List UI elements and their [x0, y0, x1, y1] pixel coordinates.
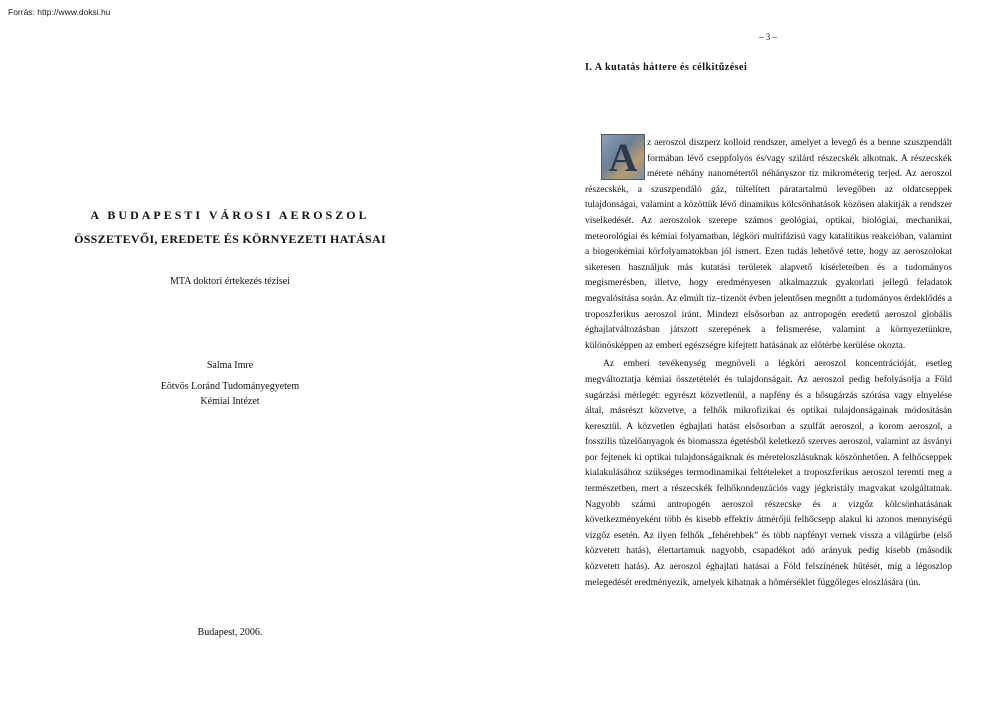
- body-text: [585, 108, 952, 591]
- title-line-1: A BUDAPESTI VÁROSI AEROSZOL: [90, 208, 370, 222]
- paragraph-1: [585, 136, 952, 354]
- dropcap-letter: A: [608, 135, 638, 180]
- author: Salma Imre: [206, 360, 254, 371]
- page-number: – 3 –: [759, 32, 777, 42]
- paragraph-2: Az emberi tevékenység megnöveli a légköri aeroszol koncentrációját, esetleg megváltoztatja kémiai összetételét és tulajdonságait. Az aeroszol pedig befolyásolja a Föld sugárzási mérlegét: egyrészt közvetlenül, a napfény és a hősugárzás szórása vagy elnyelése által, másrészt közvetve, a felhők mikrofizikai és optikai tulajdonságainak módosításán keresztül. A közvetlen éghajlati hatást elsősorban a szulfát aeroszol, a korom aeroszol, a fosszilis tüzelőanyagok és biomassza égetésből keletkező szerves aeroszol, valamint az ásványi por fejtenek ki optikai tulajdonságaiknak és méreteloszlásuknak köszönhetően. A felhőcseppek kialakulásához szükséges termodinamikai feltételeket a troposzferikus aeroszol teremti meg a természetben, mert a részecskék felhőkondenzációs vagy jégkristály magvakat szolgáltatnak. Nagyobb számú antropogén aeroszol részecske és a vízgőz kölcsönhatásának következményeként több és kisebb effektív átmérőjű felhőcsepp alakul ki azonos mennyiségű vízgőz esetén. Az ilyen felhők „fehérebbek” és több napfényt vernek vissza a világűrbe (első közvetett hatás), élettartamuk nagyobb, csapadékot adó arányuk pedig kisebb (második közvetett hatás). Az aeroszol éghajlati hatásai a Föld felszínének hűtését, míg a légoszlop melegedését eredményezik, amelyek kihatnak a hőmérséklet függőleges eloszlására (ún.: [585, 359, 952, 588]
- text-page: [585, 0, 952, 707]
- dropcap-illuminated-letter: [601, 134, 645, 180]
- title-line-2: ÖSSZETEVŐI, EREDETE ÉS KÖRNYEZETI HATÁSAI: [74, 232, 386, 246]
- institution-line-2: Kémiai Intézet: [200, 396, 260, 407]
- subtitle: MTA doktori értekezés tézisei: [170, 276, 290, 287]
- place-date: Budapest, 2006.: [197, 627, 263, 638]
- institution-line-1: Eötvös Loránd Tudományegyetem: [160, 381, 300, 392]
- title-page: [40, 0, 420, 707]
- section-heading: I. A kutatás háttere és célkitűzései: [585, 62, 748, 73]
- source-note: Forrás: http://www.doksi.hu: [8, 7, 111, 17]
- paragraph-1-text: z aeroszol diszperz kolloid rendszer, amelyet a levegő és a benne szuszpendált formában lévő cseppfolyós és/vagy szilárd részecskék alkotnak. A részecskék mérete néhány nanométertől néhányszor tíz mikrométerig terjed. Az aeroszol részecskék, a szuszpendáló gáz, túltelített páratartalmú levegőben az oldatcseppek tulajdonságai, valamint a közöttük lévő dinamikus kölcsönhatások közösen alakítják a rendszer viselkedését. Az aeroszolok szerepe számos geológiai, optikai, biológiai, mechanikai, meteorológiai és kémiai folyamatban, légköri multifázisú vagy katalitikus reakcióban, valamint a biogeokémiai körfolyamatokban jól ismert. Ezen tudás lehetővé tette, hogy az aeroszolokat sikeresen használjuk más kutatási területek alapvető kísérleteiben és a tudományos megismerésben, illetve, hogy eredményesen alkalmazzuk gyakorlati jellegű feladatok megvalósítása során. Az elmúlt tíz–tizenöt évben jelentősen megnőtt a tudományos érdeklődés a troposzferikus aeroszol iránt. Mindezt elsősorban az antropogén eredetű aeroszol globális éghajlatváltozásban játszott szerepének a felismerése, valamint a környezetünkre, különösképpen az emberi egészségre kifejtett hatásának az előtérbe kerülése okozta.: [585, 138, 952, 351]
